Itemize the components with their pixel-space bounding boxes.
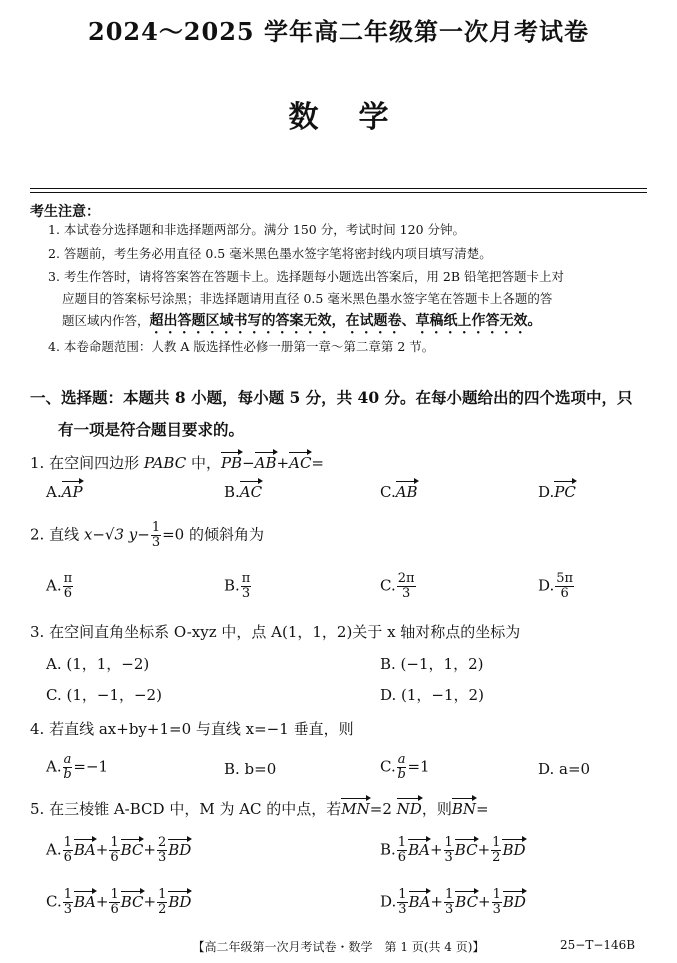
vector-bd: BD — [168, 892, 192, 911]
option-letter: C. — [46, 892, 62, 911]
option-letter: D. — [380, 892, 397, 911]
q1-option-a[interactable] — [46, 483, 83, 501]
q3-option-b[interactable]: B. (−1，1，2) — [380, 655, 484, 673]
vector-ac: AC — [239, 483, 263, 501]
fraction: $\frac{1}{3}$ — [63, 887, 72, 917]
vector-bc: BC — [120, 892, 144, 911]
question-3: 3. 在空间直角坐标系 O-xyz 中，点 A(1，1，2)关于 x 轴对称点的坐标为 — [30, 623, 521, 641]
q1-mid: 中， — [186, 454, 221, 472]
option-letter: C. — [380, 757, 396, 776]
vector-bn: BN — [451, 800, 476, 818]
vector-ab: AB — [254, 454, 277, 472]
question-5: 5. 在三棱锥 A-BCD 中，M 为 AC 的中点，若MN=2 ND，则BN= — [30, 800, 489, 818]
q1-option-c[interactable] — [380, 483, 418, 501]
vector-bc: BC — [455, 892, 479, 911]
notice-item-4: 4. 本卷命题范围：人教 A 版选择性必修一册第一章～第二章第 2 节。 — [48, 339, 435, 354]
fraction: $\frac{1}{2}$ — [158, 887, 167, 917]
question-2 — [30, 521, 264, 550]
subject-title: 数学 — [288, 100, 429, 135]
section-heading-line1: 一、选择题：本题共 8 小题，每小题 5 分，共 40 分。在每小题给出的四个选项中，只 — [30, 388, 633, 407]
vector-bd: BD — [168, 840, 192, 859]
divider-top — [30, 188, 647, 189]
vector-bd: BD — [502, 892, 526, 911]
notice-emphasis: 超出答题区域书写的答案无效，在试题卷、草稿纸上作答无效。 — [149, 313, 542, 329]
fraction: $\frac{1}{3}$ — [444, 887, 454, 917]
fraction: $\frac{1}{6}$ — [397, 835, 407, 865]
option-letter: A. — [46, 576, 62, 595]
option-letter: C. — [380, 483, 396, 501]
vector-bc: BC — [120, 840, 144, 859]
option-letter: D. — [538, 483, 555, 501]
vector-pb: PB — [220, 454, 243, 472]
fraction: $\frac{1}{3}$ — [398, 887, 407, 917]
q1-prefix: 1. 在空间四边形 — [30, 454, 144, 472]
option-letter: B. — [224, 576, 240, 595]
option-letter: A. — [46, 757, 62, 776]
q1-shape: PABC — [143, 454, 187, 472]
notice-item-3: 3. 考生作答时，请将答案答在答题卡上。选择题每小题选出答案后，用 2B 铅笔把答题卡上对 — [48, 269, 564, 284]
q2-option-d[interactable] — [538, 572, 575, 601]
vector-bd: BD — [502, 840, 526, 859]
q1-option-d[interactable] — [538, 483, 576, 501]
page-footer: 【高二年级第一次月考试卷・数学 第 1 页(共 4 页)】 — [192, 940, 485, 954]
q5-option-c[interactable]: C. $\frac{1}{3}$ BA+ $\frac{1}{6}$ BC+ $\frac{1}{2}$ BD — [46, 887, 192, 917]
q2-option-a[interactable] — [46, 572, 74, 601]
q4-option-b[interactable]: B. b=0 — [224, 760, 277, 778]
q2-expression: x−√3 y− — [83, 525, 150, 544]
q3-option-a[interactable]: A. (1，1，−2) — [46, 655, 150, 673]
q2-fraction: $\frac{1}{3}$ — [151, 520, 161, 550]
q2-option-c[interactable] — [380, 572, 417, 601]
notice-heading: 考生注意： — [30, 204, 100, 220]
option-letter: D. — [538, 576, 555, 595]
q3-option-d[interactable]: D. (1，−1，2) — [380, 686, 484, 704]
vector-ba: BA — [408, 892, 431, 911]
notice-item-3-cont: 应题目的答案标号涂黑；非选择题请用直径 0.5 毫米黑色墨水签字笔在答题卡上各题的答 — [62, 291, 553, 306]
fraction: $\frac{\pi}{3}$ — [241, 571, 251, 601]
fraction: $\frac{5\pi}{6}$ — [556, 571, 574, 601]
q2-suffix: =0 的倾斜角为 — [162, 525, 264, 544]
q5-option-b[interactable]: B. $\frac{1}{6}$ BA+ $\frac{1}{3}$ BC+ $\frac{1}{2}$ BD — [380, 835, 526, 865]
fraction: $\frac{a}{b}$ — [63, 752, 72, 782]
q5-option-a[interactable]: A. $\frac{1}{6}$ BA+ $\frac{1}{6}$ BC+ $\frac{2}{3}$ BD — [46, 835, 192, 865]
fraction: $\frac{1}{3}$ — [444, 835, 453, 865]
notice-item-2: 2. 答题前，考生务必用直径 0.5 毫米黑色墨水签字笔将密封线内项目填写清楚。 — [48, 246, 492, 261]
option-letter: B. — [224, 483, 240, 501]
option-letter: C. — [380, 576, 396, 595]
vector-ab: AB — [395, 483, 418, 501]
fraction: $\frac{1}{2}$ — [492, 835, 501, 865]
notice-item-3-cont2 — [62, 310, 542, 337]
option-letter: A. — [46, 483, 62, 501]
q1-minus: − — [242, 454, 255, 472]
fraction: $\frac{1}{6}$ — [110, 887, 119, 917]
vector-mn: MN — [341, 800, 370, 818]
vector-ac: AC — [289, 454, 312, 472]
fraction: $\frac{1}{3}$ — [492, 887, 501, 917]
notice-item-3-tail: 题区域内作答， — [62, 313, 150, 328]
fraction: $\frac{2\pi}{3}$ — [397, 571, 415, 601]
notice-item-1: 1. 本试卷分选择题和非选择题两部分。满分 150 分，考试时间 120 分钟。 — [48, 222, 466, 237]
fraction: $\frac{\pi}{6}$ — [63, 571, 73, 601]
question-1 — [30, 452, 324, 473]
section-heading-line2: 有一项是符合题目要求的。 — [58, 420, 245, 439]
option-letter: B. — [380, 840, 396, 859]
q2-option-b[interactable] — [224, 572, 252, 601]
q5-option-d[interactable]: D. $\frac{1}{3}$ BA+ $\frac{1}{3}$ BC+ $\frac{1}{3}$ BD — [380, 887, 526, 917]
vector-ba: BA — [408, 840, 430, 859]
q2-prefix: 2. 直线 — [30, 525, 84, 544]
q1-equals: = — [311, 454, 324, 472]
vector-pc: PC — [554, 483, 576, 501]
fraction: $\frac{1}{6}$ — [110, 835, 119, 865]
q3-option-c[interactable]: C. (1，−1，−2) — [46, 686, 162, 704]
fraction: $\frac{2}{3}$ — [157, 835, 167, 865]
vector-bc: BC — [454, 840, 478, 859]
fraction: $\frac{1}{6}$ — [63, 835, 72, 865]
q1-option-b[interactable] — [224, 483, 262, 501]
vector-ba: BA — [74, 892, 96, 911]
paper-code: 25−T−146B — [560, 938, 636, 952]
vector-nd: ND — [396, 800, 422, 818]
fraction: $\frac{a}{b}$ — [397, 752, 406, 782]
q4-option-a[interactable]: A. $\frac{a}{b}$ =−1 — [46, 752, 109, 782]
vector-ba: BA — [73, 840, 96, 859]
q4-option-c[interactable]: C. $\frac{a}{b}$ =1 — [380, 752, 430, 782]
q5-prefix: 5. 在三棱锥 A-BCD 中，M 为 AC 的中点，若 — [30, 800, 342, 818]
page-title: 2024～2025 学年高二年级第一次月考试卷 — [88, 17, 589, 46]
divider-bottom — [30, 192, 647, 193]
option-letter: A. — [46, 840, 62, 859]
q1-plus: + — [276, 454, 290, 472]
vector-ap: AP — [61, 483, 83, 501]
q4-option-d[interactable]: D. a=0 — [538, 760, 591, 778]
question-4: 4. 若直线 ax+by+1=0 与直线 x=−1 垂直，则 — [30, 720, 354, 738]
